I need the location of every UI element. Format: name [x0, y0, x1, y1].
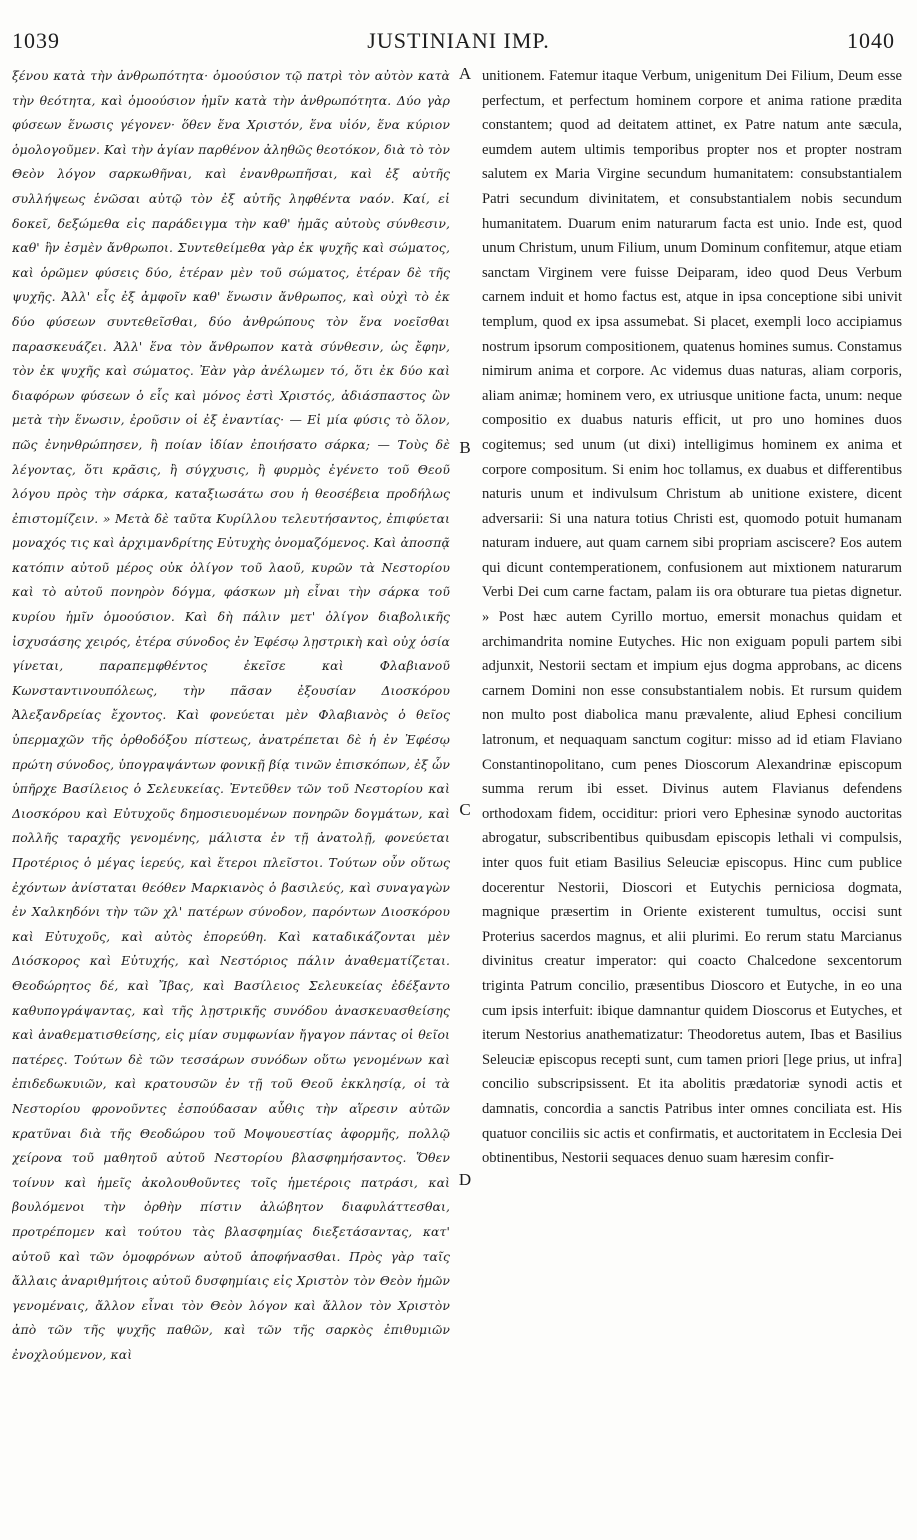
- left-page-number: 1039: [12, 28, 60, 53]
- right-page-number: 1040: [847, 28, 895, 53]
- latin-text: unitionem. Fatemur itaque Verbum, unigenitum Dei Filium, Deum esse perfectum, et perfectum hominem corpore et anima ratione prædita constantem; quod ad deitatem attinet, ex Patre natum ante sæcula, eumdem autem ultimis temporibus propter nos et propter nostram salutem ex Maria Virgine secundum humanitatem: consubstantialem Patri secundum divinitatem, et consubstantialem nobis secundum humanitatem. Duarum enim naturarum facta est unio. Inde est, quod unum Christum, unum Filium, unum Dominum confitemur, atque etiam sanctam Virginem vere fuisse Deiparam, ideo quod Deus Verbum carnem induit et homo factus est, atque in ipsa conceptione sibi univit templum, quod ex ipsa assumebat. Si placet, exempli loco accipiamus nostrum ipsorum compositionem, quatenus homines sumus. Constamus nimirum anima et corpore. Ac videmus duas naturas, aliam corporis, aliam animæ; hominem vero, ex utriusque unitione facta, unum: neque compositio ex duabus naturis efficit, ut pro uno homines duos cogitemus; sed unum (ut dixi) intelligimus hominem ex anima et corpore compositum. Si enim hoc tollamus, ex duabus et differentibus naturis unum et indivulsum Christum ab unitione existere, dicent adversarii: Si una natura totius Christi est, quomodo potuit humanam naturam induere, aut quam carnem sibi propriam asciscere? Eos autem qui dicunt contemperationem, confusionem aut mixtionem naturarum Verbi Dei cum carne factam, palam iis ora obturare tua pietas dignetur. » Post hæc autem Cyrillo mortuo, emersit monachus quidam et archimandrita nomine Eutyches. Hic non exiguam populi partem sibi adjunxit, Nestorii sectam et impium ejus dogma approbans, ac dicens carnem Domini non esse consubstantialem nobis. Et rursum quidem non multo post diabolica manu prævalente, aliud Ephesi concilium latronum, et nequaquam sanctum cogitur: misso ad id etiam Flaviano Constantinopolitano, cum penes Dioscorum Alexandrinæ episcopum summa rerum ibi esset. Divinus autem Flavianus defendens orthodoxam fidem, occiditur: priori vero Ephesinæ synodo auctoritas abrogatur, subscribentibus quibusdam episcopis lethali vi compulsis, inter quos fuit etiam Basilius Seleuciæ episcopus. Hinc cum publice docerentur Nestorii, Dioscori et Eutychis perniciosa dogmata, magnique præsertim in Oriente existerent tumultus, occisi sunt Proterius sacerdos magnus, et alii plurimi. Eo rerum statu Marcianus divinitus creatur imperator: qui coacto Chalcedone sexcentorum triginta Patrum concilio, præsentibus Dioscoro et Eutyche, in eo una cum ipsis interfuit: ibique damnantur quidem Dioscorus et Eutyches, et iterum Nestorius anathematizatur: Theodoretus autem, Ibas et Basilius Seleuciæ episcopus recepti sunt, cum tamen priori [lege prius, ut infra] concilio subscripsissent. Et ita abolitis prædatoriæ synodi actis et damnatis, concordia a sanctis Patribus inter omnes conciliata est. His quatuor conciliis sic actis et confirmatis, et auctoritatem in Ecclesia Dei obtinentibus, Nestorii sequaces denuo suam hæresim confir-: [482, 68, 902, 1167]
- section-marker-c: C: [459, 800, 471, 819]
- section-marker-d: D: [458, 1170, 472, 1189]
- page-header: [0, 28, 917, 58]
- greek-text: ξένου κατὰ τὴν ἀνθρωπότητα· ὁμοούσιον τῷ πατρὶ τὸν αὐτὸν κατὰ τὴν θεότητα, καὶ ὁμοούσιον ἡμῖν κατὰ τὴν ἀνθρωπότητα. Δύο γὰρ φύσεων ἕνωσις γέγονεν· ὅθεν ἕνα Χριστόν, ἕνα υἱόν, ἕνα κύριον ὁμολογοῦμεν. Καὶ τὴν ἁγίαν παρθένον ἀληθῶς θεοτόκον, διὰ τὸ τὸν Θεὸν λόγον σαρκωθῆναι, καὶ ἐνανθρωπῆσαι, καὶ ἐξ αὐτῆς συλλήψεως ἑνῶσαι αὐτῷ τὸν ἐξ αὐτῆς ληφθέντα ναόν. Καί, εἰ δοκεῖ, δεξώμεθα εἰς παράδειγμα τὴν καθ' ἡμᾶς αὐτοὺς σύνθεσιν, καθ' ἣν ἐσμὲν ἄνθρωποι. Συντεθείμεθα γὰρ ἐκ ψυχῆς καὶ σώματος, καὶ ὁρῶμεν φύσεις δύο, ἑτέραν μὲν τοῦ σώματος, ἑτέραν δὲ τῆς ψυχῆς. Ἀλλ' εἷς ἐξ ἀμφοῖν καθ' ἕνωσιν ἄνθρωπος, καὶ οὐχὶ τὸ ἐκ δύο φύσεων συντεθεῖσθαι, δύο ἀνθρώπους τὸν ἕνα νοεῖσθαι παρασκευάζει. Ἀλλ' ἕνα τὸν ἄνθρωπον κατὰ σύνθεσιν, ὡς ἔφην, τὸν ἐκ ψυχῆς καὶ σώματος. Ἐὰν γὰρ ἀνέλωμεν τό, ὅτι ἐκ δύο καὶ διαφόρων φύσεων ὁ εἷς καὶ μόνος ἐστὶ Χριστός, ἀδιάσπαστος ὢν μετὰ τὴν ἕνωσιν, ἐροῦσιν οἱ ἐξ ἐναντίας· — Εἰ μία φύσις τὸ ὅλον, πῶς ἐνηνθρώπησεν, ἢ ποίαν ἰδίαν ἐποιήσατο σάρκα; — Τοὺς δὲ λέγοντας, ὅτι κρᾶσις, ἢ σύγχυσις, ἢ φυρμὸς ἐγένετο τοῦ Θεοῦ λόγου πρὸς τὴν σάρκα, καταξιωσάτω σου ἡ θεοσέβεια προδήλως ἐπιστομίζειν. » Μετὰ δὲ ταῦτα Κυρίλλου τελευτήσαντος, ἐπιφύεται μοναχός τις καὶ ἀρχιμανδρίτης Εὐτυχὴς ὀνομαζόμενος. Καὶ ἀποσπᾷ κατόπιν αὐτοῦ μέρος οὐκ ὀλίγον τοῦ λαοῦ, κυρῶν τὰ Νεστορίου καὶ τὸ αὐτοῦ πονηρὸν δόγμα, φάσκων μὴ εἶναι τὴν σάρκα τοῦ κυρίου ἡμῖν ὁμοούσιον. Καὶ δὴ πάλιν μετ' ὀλίγον διαβολικῆς ἰσχυσάσης χειρός, ἑτέρα σύνοδος ἐν Ἐφέσῳ λῃστρικὴ καὶ οὐχ ὁσία γίνεται, παραπεμφθέντος ἐκεῖσε καὶ Φλαβιανοῦ Κωνσταντινουπόλεως, τὴν πᾶσαν ἐξουσίαν Διοσκόρου Ἀλεξανδρείας ἔχοντος. Καὶ φονεύεται μὲν Φλαβιανὸς ὁ θεῖος ὑπερμαχῶν τῆς ὀρθοδόξου πίστεως, ἀνατρέπεται δὲ ἡ ἐν Ἐφέσῳ πρώτη σύνοδος, ὑπογραψάντων φονικῇ βίᾳ τινῶν ἐπισκόπων, ἐξ ὧν ὑπῆρχε Βασίλειος ὁ Σελευκείας. Ἐντεῦθεν τῶν τοῦ Νεστορίου καὶ Διοσκόρου καὶ Εὐτυχοῦς δημοσιευομένων πονηρῶν δογμάτων, καὶ πολλῆς ταραχῆς γενομένης, μάλιστα ἐν τῇ ἀνατολῇ, φονεύεται Προτέριος ὁ μέγας ἱερεύς, καὶ ἕτεροι πλεῖστοι. Τούτων οὖν οὕτως ἐχόντων ἀνίσταται θεόθεν Μαρκιανὸς ὁ βασιλεύς, καὶ συναγαγὼν ἐν Χαλκηδόνι τὴν τῶν χλ' πατέρων σύνοδον, παρόντων Διοσκόρου καὶ Εὐτυχοῦς, καὶ αὐτὸς ἐπορεύθη. Καὶ καταδικάζονται μὲν Διόσκορος καὶ Εὐτυχής, καὶ Νεστόριος πάλιν ἀναθεματίζεται. Θεοδώρητος δέ, καὶ Ἴβας, καὶ Βασίλειος Σελευκείας ἐδέξαντο καθυπογράψαντας, καὶ τῆς λῃστρικῆς συνόδου ἀνασκευασθείσης καὶ ἀναθεματισθείσης, εἰς μίαν συμφωνίαν ἤγαγον πάντας οἱ θεῖοι πατέρες. Τούτων δὲ τῶν τεσσάρων συνόδων οὕτω γενομένων καὶ ἐπιδεδωκυιῶν, καὶ κρατουσῶν ἐν τῇ τοῦ Θεοῦ ἐκκλησίᾳ, οἱ τὰ Νεστορίου φρονοῦντες ἐσπούδασαν αὖθις τὴν αἵρεσιν αὐτῶν κρατῦναι διὰ τῆς Θεοδώρου τοῦ Μοψουεστίας ἀφορμῆς, πολλῷ χείρονα τοῦ μαθητοῦ αὐτοῦ Νεστορίου βλασφημήσαντος. Ὅθεν τοίνυν καὶ ἡμεῖς ἀκολουθοῦντες τοῖς ἡμετέροις πατράσι, καὶ βουλόμενοι τὴν ὀρθὴν πίστιν ἀλώβητον διαφυλάττεσθαι, προτρέπομεν καὶ τούτου τὰς βλασφημίας διεξετάσαντας, κατ' αὐτοῦ καὶ τῶν ὁμοφρόνων αὐτοῦ ἀποφήνασθαι. Πρὸς γὰρ ταῖς ἄλλαις ἀναριθμήτοις αὐτοῦ δυσφημίαις εἰς Χριστὸν τὸν Θεὸν ἡμῶν γενομέναις, ἄλλον εἶναι τὸν Θεὸν λόγον καὶ ἄλλον τὸν Χριστὸν ἀπὸ τῶν τῆς ψυχῆς παθῶν, καὶ τῶν τῆς σαρκὸς ἐπιθυμιῶν ἐνοχλούμενον, καὶ: [12, 68, 450, 1362]
- running-title: JUSTINIANI IMP.: [367, 28, 550, 53]
- greek-column: [12, 64, 450, 1534]
- section-marker-a: A: [458, 64, 472, 83]
- section-marker-b: B: [459, 438, 471, 457]
- latin-column: [482, 64, 902, 1534]
